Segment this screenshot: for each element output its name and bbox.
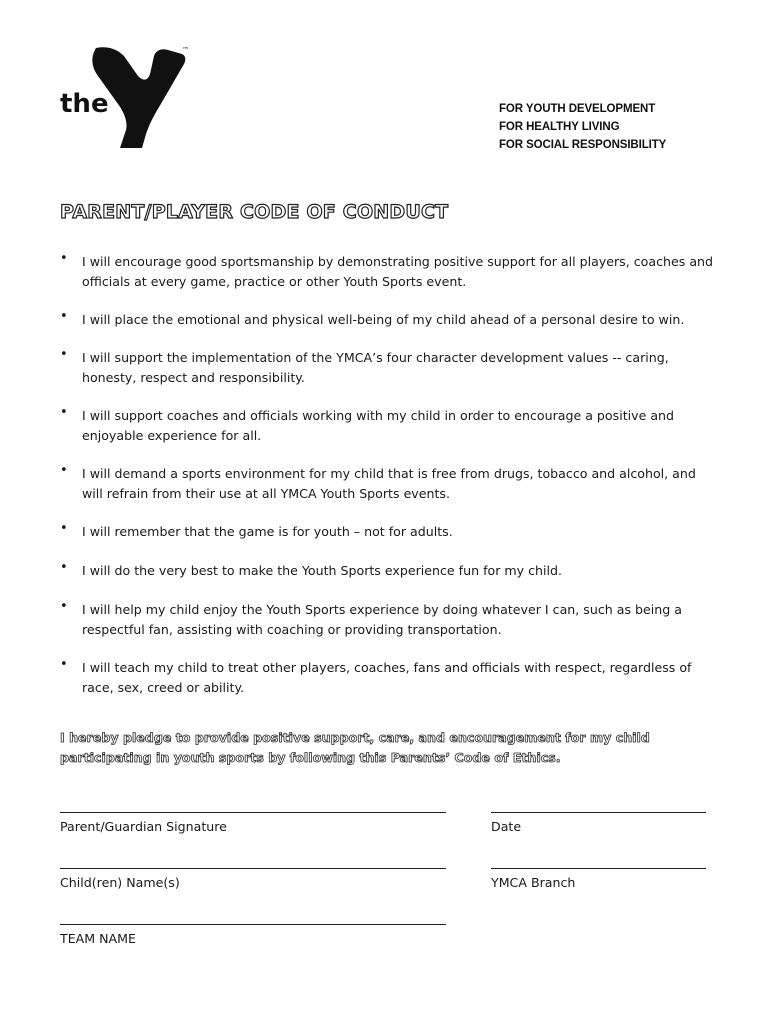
parent-signature-field[interactable] bbox=[60, 812, 446, 836]
rule-text: I will teach my child to treat other players, coaches, fans and officials with respect, regardless of race, sex, creed or ability. bbox=[82, 660, 692, 695]
date-field[interactable] bbox=[491, 812, 706, 836]
bullet-icon: • bbox=[60, 463, 68, 478]
list-item bbox=[60, 310, 720, 330]
ymca-y-logo-icon bbox=[58, 42, 208, 154]
bullet-icon: • bbox=[60, 347, 68, 362]
trademark-symbol: ™ bbox=[182, 46, 189, 54]
list-item bbox=[60, 561, 720, 581]
signature-line bbox=[60, 812, 446, 813]
tagline-youth-development: FOR YOUTH DEVELOPMENT bbox=[499, 103, 656, 115]
pledge-statement: I hereby pledge to provide positive support, care, and encouragement for my child participating in youth sports by following this Parents’ Code of Ethics. bbox=[60, 730, 650, 765]
list-item bbox=[60, 658, 720, 697]
rule-text: I will place the emotional and physical well-being of my child ahead of a personal desire to win. bbox=[82, 312, 685, 327]
list-item bbox=[60, 522, 720, 542]
rule-text: I will help my child enjoy the Youth Sports experience by doing whatever I can, such as being a respectful fan, assisting with coaching or providing transportation. bbox=[82, 602, 682, 637]
bullet-icon: • bbox=[60, 309, 68, 324]
list-item bbox=[60, 464, 720, 503]
list-item bbox=[60, 600, 720, 639]
bullet-icon: • bbox=[60, 405, 68, 420]
bullet-icon: • bbox=[60, 521, 68, 536]
tagline-social-responsibility: FOR SOCIAL RESPONSIBILITY bbox=[499, 139, 667, 151]
bullet-icon: • bbox=[60, 657, 68, 672]
list-item bbox=[60, 252, 720, 291]
rule-text: I will demand a sports environment for my child that is free from drugs, tobacco and alcohol, and will refrain from their use at all YMCA Youth Sports events. bbox=[82, 466, 696, 501]
date-label: Date bbox=[491, 819, 522, 834]
signature-line bbox=[60, 868, 446, 869]
ymca-branch-label: YMCA Branch bbox=[491, 875, 576, 890]
children-names-field[interactable] bbox=[60, 868, 446, 892]
signature-line bbox=[491, 868, 706, 869]
rule-text: I will remember that the game is for youth – not for adults. bbox=[82, 524, 453, 539]
bullet-icon: • bbox=[60, 560, 68, 575]
team-name-label: TEAM NAME bbox=[60, 931, 136, 946]
logo-word-the: the bbox=[60, 89, 109, 119]
signature-line bbox=[491, 812, 706, 813]
bullet-icon: • bbox=[60, 599, 68, 614]
page-title: PARENT/PLAYER CODE OF CONDUCT bbox=[60, 201, 449, 223]
bullet-icon: • bbox=[60, 251, 68, 266]
rule-text: I will support the implementation of the YMCA’s four character development values -- caring, honesty, respect and responsibility. bbox=[82, 350, 669, 385]
logo-ymca-text: YMCA bbox=[128, 116, 150, 144]
ymca-taglines bbox=[499, 100, 739, 154]
rule-text: I will encourage good sportsmanship by demonstrating positive support for all players, coaches and officials at every game, practice or other Youth Sports event. bbox=[82, 254, 714, 289]
ymca-logo bbox=[58, 42, 208, 154]
list-item bbox=[60, 348, 720, 387]
rule-text: I will do the very best to make the Youth Sports experience fun for my child. bbox=[82, 563, 563, 578]
parent-signature-label: Parent/Guardian Signature bbox=[60, 819, 227, 834]
tagline-healthy-living: FOR HEALTHY LIVING bbox=[499, 121, 620, 133]
signature-line bbox=[60, 924, 446, 925]
rule-text: I will support coaches and officials working with my child in order to encourage a positive and enjoyable experience for all. bbox=[82, 408, 675, 443]
ymca-branch-field[interactable] bbox=[491, 868, 706, 892]
team-name-field[interactable] bbox=[60, 924, 446, 948]
children-names-label: Child(ren) Name(s) bbox=[60, 875, 180, 890]
list-item bbox=[60, 406, 720, 445]
